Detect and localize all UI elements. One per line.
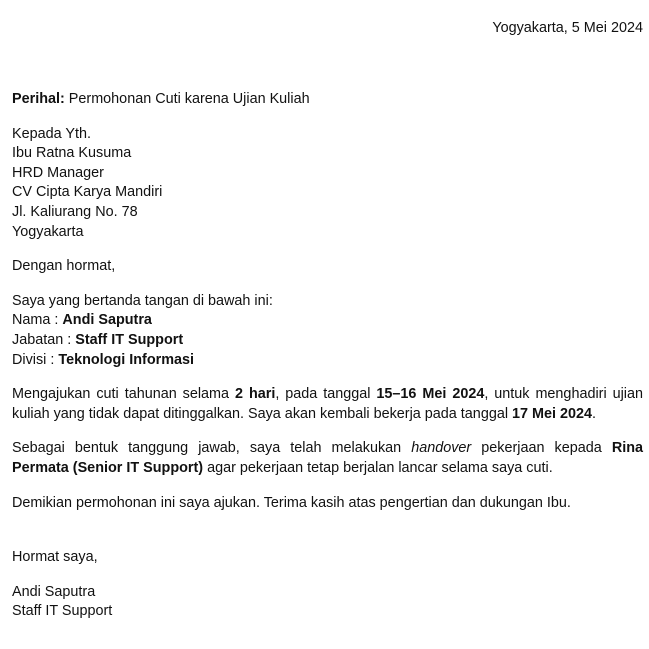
recipient-to: Kepada Yth. <box>12 125 91 142</box>
recipient-name: Ibu Ratna Kusuma <box>12 145 132 162</box>
identity-block <box>12 292 643 370</box>
division-value: Teknologi Informasi <box>58 351 195 368</box>
recipient-street: Jl. Kaliurang No. 78 <box>12 203 138 220</box>
para1-text-4: . <box>592 405 597 422</box>
para1-text-1: Mengajukan cuti tahunan selama <box>12 386 235 403</box>
identity-name-row <box>12 311 643 331</box>
signer-title: Staff IT Support <box>12 603 113 620</box>
greeting: Dengan hormat, <box>12 258 116 275</box>
signature-block <box>12 583 643 622</box>
place-date: Yogyakarta, 5 Mei 2024 <box>492 20 643 36</box>
recipient-city: Yogyakarta <box>12 223 84 240</box>
subject-line <box>12 90 643 110</box>
letter-body <box>12 90 643 622</box>
para2-handover-term: handover <box>411 440 472 457</box>
paragraph-leave-request <box>12 385 643 424</box>
recipient-company: CV Cipta Karya Mandiri <box>12 184 163 201</box>
signer-name: Andi Saputra <box>12 583 96 600</box>
recipient-block <box>12 125 643 243</box>
para1-dates: 15–16 Mei 2024 <box>376 386 485 403</box>
closing-salutation: Hormat saya, <box>12 549 98 566</box>
identity-title-row <box>12 331 643 351</box>
intro-line: Saya yang bertanda tangan di bawah ini: <box>12 292 273 309</box>
paragraph-closing: Demikian permohonan ini saya ajukan. Terima kasih atas pengertian dan dukungan Ibu. <box>12 494 571 511</box>
para2-text-1: Sebagai bentuk tanggung jawab, saya telah melakukan <box>12 440 412 457</box>
para1-duration: 2 hari <box>235 386 276 403</box>
subject-label: Perihal: <box>12 91 65 107</box>
division-label: Divisi : <box>12 351 59 368</box>
paragraph-handover <box>12 439 643 478</box>
para1-text-2: , pada tanggal <box>275 386 377 403</box>
recipient-position: HRD Manager <box>12 164 104 181</box>
para1-text-3: , untuk menghadiri ujian kuliah yang tidak dapat ditinggalkan. Saya akan kembali bekerja pada tanggal <box>12 386 643 422</box>
para2-text-3: agar pekerjaan tetap berjalan lancar selama saya cuti. <box>203 459 553 476</box>
title-label: Jabatan : <box>12 331 76 348</box>
subject-text: Permohonan Cuti karena Ujian Kuliah <box>68 91 310 107</box>
name-label: Nama : <box>12 312 63 329</box>
para1-return-date: 17 Mei 2024 <box>512 405 593 422</box>
title-value: Staff IT Support <box>75 331 184 348</box>
para2-colleague: Rina Permata (Senior IT Support) <box>12 440 643 476</box>
identity-division-row <box>12 351 643 371</box>
para2-text-2: pekerjaan kepada <box>471 440 612 457</box>
name-value: Andi Saputra <box>62 312 152 329</box>
